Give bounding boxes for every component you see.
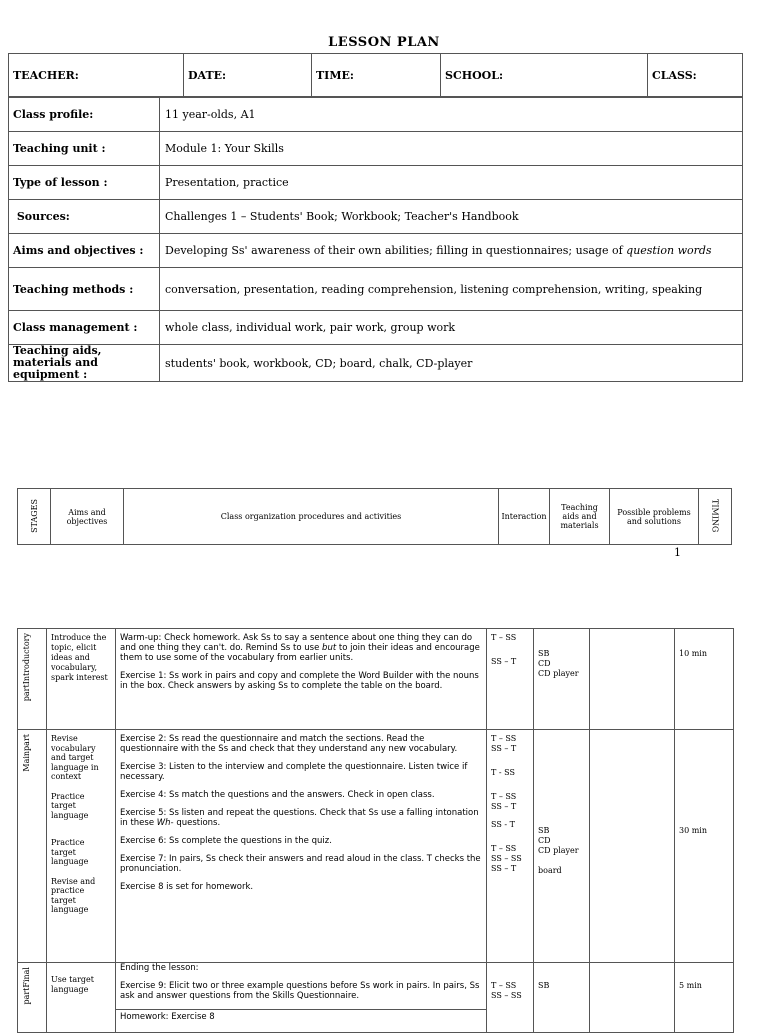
header-table [8, 53, 743, 98]
activity-text: Ending the lesson: [120, 963, 199, 973]
school-field: SCHOOL: [441, 54, 648, 98]
teaching-unit-label: Teaching unit : [9, 132, 160, 166]
aids-label: Teaching aids, materials and equipment : [9, 345, 160, 382]
page-number: 1 [674, 546, 681, 559]
stage-aims [47, 629, 116, 730]
col-timing-label: TIMING [710, 498, 720, 533]
col-stages-label: STAGES [29, 498, 39, 533]
interaction-item: SS – T [491, 744, 517, 753]
col-aids: Teaching aids and materials [550, 489, 610, 545]
aim-text: Use target language [51, 975, 95, 994]
activity-ex5: Exercise 5: Ss listen and repeat the questions. Check that Ss use a falling intonation in these Wh- questions. [120, 808, 479, 828]
aid-item: SB [538, 826, 550, 835]
teacher-field: TEACHER: [9, 54, 184, 98]
interaction-item: SS – T [491, 657, 517, 666]
date-field: DATE: [184, 54, 312, 98]
aid-item: board [538, 866, 562, 875]
stage-timing: 10 min [675, 629, 734, 730]
stage-name [18, 730, 47, 963]
class-field: CLASS: [648, 54, 743, 98]
aims-value-text: Developing Ss' awareness of their own abilities; filling in questionnaires; usage of [165, 244, 627, 257]
interaction-item: SS - T [491, 820, 515, 829]
class-profile-label: Class profile: [9, 97, 160, 132]
aims-value [160, 234, 743, 268]
interaction-item: T – SS [491, 844, 517, 853]
lesson-type-label: Type of lesson : [9, 166, 160, 200]
page-title: LESSON PLAN [328, 35, 440, 50]
stage-activities [116, 730, 487, 963]
stage-problems [590, 730, 675, 963]
interaction-item: T – SS [491, 633, 517, 642]
methods-label: Teaching methods : [9, 268, 160, 311]
aid-item: CD player [538, 669, 579, 678]
stage-timing: 5 min [675, 963, 734, 1033]
col-interaction: Interaction [499, 489, 550, 545]
interaction-item: T – SS [491, 734, 517, 743]
activity-text: Exercise 2: Ss read the questionnaire and match the sections. Read the questionnaire with the Ss and check that they understand any new vocabulary. [120, 734, 458, 754]
interaction-item: SS – T [491, 802, 517, 811]
interaction-item: T – SS [491, 792, 517, 801]
stage-timing: 30 min [675, 730, 734, 963]
time-field: TIME: [312, 54, 441, 98]
stage-problems [590, 629, 675, 730]
management-value: whole class, individual work, pair work, group work [160, 311, 743, 345]
aids-value: students' book, workbook, CD; board, chalk, CD-player [160, 345, 743, 382]
lesson-type-value: Presentation, practice [160, 166, 743, 200]
col-timing [699, 489, 732, 545]
lesson-profile-table [8, 96, 743, 382]
sources-label: Sources: [9, 200, 160, 234]
stage-aids [534, 730, 590, 963]
stage-name-label: partFinal [22, 967, 31, 1005]
activity-text: Exercise 9: Elicit two or three example questions before Ss work in pairs. In pairs, Ss ask and answer questions from the Skills Questionnaire. [120, 981, 480, 1001]
management-label: Class management : [9, 311, 160, 345]
interaction-item: SS – SS [491, 991, 522, 1000]
col-problems: Possible problems and solutions [610, 489, 699, 545]
aid-item: SB [538, 981, 550, 990]
activity-text: Exercise 1: Ss work in pairs and copy and complete the Word Builder with the nouns in the box. Check answers by asking Ss to complete the table on the board. [120, 671, 479, 691]
stage-row-main [18, 730, 734, 963]
stage-name-label: Mainpart [22, 734, 31, 772]
stage-aids [534, 629, 590, 730]
col-stages [18, 489, 51, 545]
stage-name [18, 629, 47, 730]
stage-activities [116, 963, 487, 1033]
activity-text: Exercise 6: Ss complete the questions in the quiz. [120, 836, 332, 846]
stage-name-label: partIntroductory [22, 633, 31, 702]
stages-table [17, 628, 734, 1033]
stage-activities [116, 629, 487, 730]
methods-value: conversation, presentation, reading comprehension, listening comprehension, writing, speaking [160, 268, 743, 311]
aims-label: Aims and objectives : [9, 234, 160, 268]
teaching-unit-value: Module 1: Your Skills [160, 132, 743, 166]
stage-aims [47, 963, 116, 1033]
stages-header-table [17, 488, 732, 545]
sources-value: Challenges 1 – Students' Book; Workbook; Teacher's Handbook [160, 200, 743, 234]
activity-text: Exercise 8 is set for homework. [120, 882, 254, 892]
stage-interaction [487, 730, 534, 963]
aid-item: CD [538, 659, 551, 668]
aims-value-italic: question words [626, 244, 712, 257]
aid-item: SB [538, 649, 550, 658]
stage-aims [47, 730, 116, 963]
interaction-item: SS – SS [491, 854, 522, 863]
activity-text: Exercise 7: In pairs, Ss check their answers and read aloud in the class. T checks the pronunciation. [120, 854, 481, 874]
col-aims: Aims and objectives [51, 489, 124, 545]
stage-interaction [487, 629, 534, 730]
stage-interaction [487, 963, 534, 1033]
aim-text: Revise and practice target language [51, 876, 96, 914]
aid-item: CD [538, 836, 551, 845]
interaction-item: SS – T [491, 864, 517, 873]
activity-warmup: Warm-up: Check homework. Ask Ss to say a sentence about one thing they can do and one thing they can't. do. Remind Ss to use but to join their ideas and encourage them to use some of the vocabulary from earlier units. [120, 633, 480, 663]
aid-item: CD player [538, 846, 579, 855]
activity-text: Exercise 3: Listen to the interview and complete the questionnaire. Listen twice if necessary. [120, 762, 468, 782]
col-procedures: Class organization procedures and activities [124, 489, 499, 545]
interaction-item: T - SS [491, 768, 515, 777]
aim-text: Practice target language [51, 791, 89, 820]
stage-aids [534, 963, 590, 1033]
activity-text: Homework: Exercise 8 [116, 1009, 486, 1024]
stage-problems [590, 963, 675, 1033]
aim-text: Revise vocabulary and target language in context [51, 734, 99, 781]
stage-row-final [18, 963, 734, 1033]
stage-name [18, 963, 47, 1033]
stage-row-introductory [18, 629, 734, 730]
interaction-item: T – SS [491, 981, 517, 990]
activity-text: Exercise 4: Ss match the questions and the answers. Check in open class. [120, 790, 435, 800]
aim-text: Introduce the topic, elicit ideas and vocabulary, spark interest [51, 633, 108, 682]
class-profile-value: 11 year-olds, A1 [160, 97, 743, 132]
aim-text: Practice target language [51, 838, 89, 866]
